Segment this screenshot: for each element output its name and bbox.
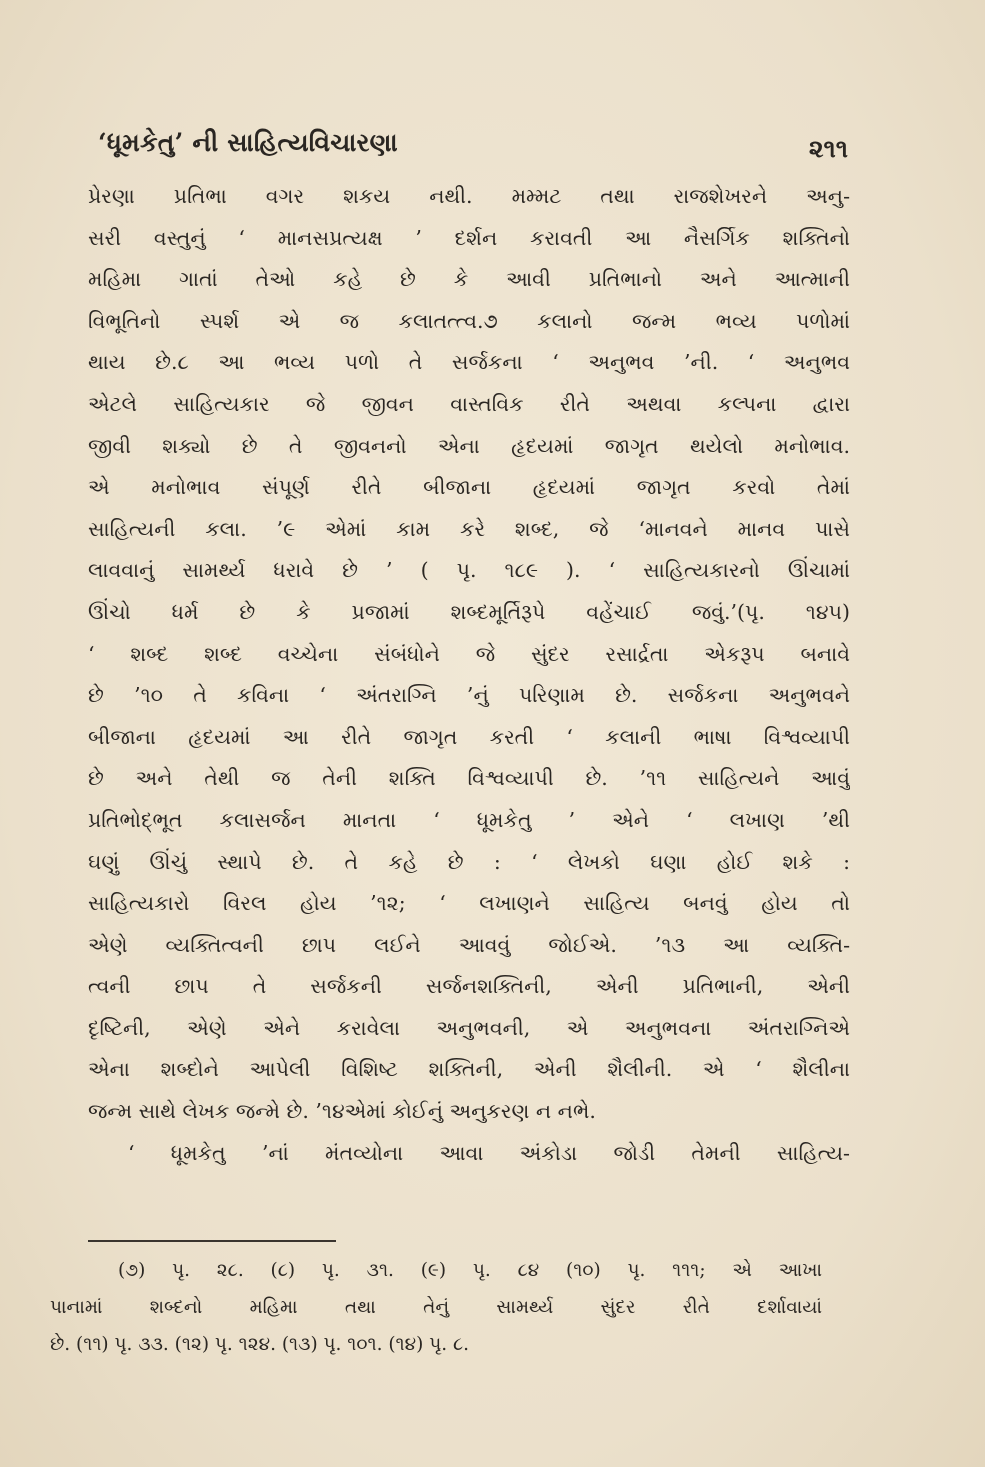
body-line: જીવી શક્યો છે તે જીવનનો એના હૃદયમાં જાગૃત થયેલો મનોભાવ. <box>88 433 850 458</box>
body-line: સરી વસ્તુનું ‘ માનસપ્રત્યક્ષ ’ દર્શન કરાવતી આ નૈસર્ગિક શક્તિનો <box>88 225 850 250</box>
body-line: લાવવાનું સામર્થ્ય ધરાવે છે ’ ( પૃ. ૧૮૯ ). ‘ સાહિત્યકારનો ઊંચામાં <box>88 558 850 583</box>
body-line: જન્મ સાથે લેખક જન્મે છે. ’૧૪એમાં કોઈનું અનુકરણ ન નભે. <box>88 1099 596 1124</box>
body-text <box>88 176 850 1174</box>
body-line: થાય છે.૮ આ ભવ્ય પળો તે સર્જકના ‘ અનુભવ ’ની. ‘ અનુભવ <box>88 350 850 375</box>
page-number: ૨૧૧ <box>808 134 848 163</box>
footnote-line: (૭) પૃ. ૨૮. (૮) પૃ. ૩૧. (૯) પૃ. ૮૪ (૧૦) પૃ. ૧૧૧; એ આખા <box>118 1260 822 1281</box>
body-line: મહિમા ગાતાં તેઓ કહે છે કે આવી પ્રતિભાનો અને આત્માની <box>88 267 850 292</box>
body-line: વિભૂતિનો સ્પર્શ એ જ કલાતત્ત્વ.૭ કલાનો જન્મ ભવ્ય પળોમાં <box>88 308 850 333</box>
running-title: ‘ધૂમકેતુ’ ની સાહિત્યવિચારણા <box>98 128 398 157</box>
body-line: ઘણું ઊંચું સ્થાપે છે. તે કહે છે : ‘ લેખકો ઘણા હોઈ શકે : <box>88 849 850 874</box>
page-header <box>98 128 848 174</box>
footnote-line: પાનામાં શબ્દનો મહિમા તથા તેનું સામર્થ્ય સુંદર રીતે દર્શાવાયાં <box>50 1297 822 1318</box>
body-line: છે અને તેથી જ તેની શક્તિ વિશ્વવ્યાપી છે. ’૧૧ સાહિત્યને આવું <box>88 766 850 791</box>
body-line: દૃષ્ટિની, એણે એને કરાવેલા અનુભવની, એ અનુભવના અંતરાગ્નિએ <box>88 1015 850 1040</box>
body-line: એના શબ્દોને આપેલી વિશિષ્ટ શક્તિની, એની શૈલીની. એ ‘ શૈલીના <box>88 1057 850 1082</box>
body-line: સાહિત્યની કલા. ’૯ એમાં કામ કરે શબ્દ, જે ‘માનવને માનવ પાસે <box>88 516 850 541</box>
body-line: પ્રતિભોદ્ભૂત કલાસર્જન માનતા ‘ ધૂમકેતુ ’ એને ‘ લખાણ ’થી <box>88 807 850 832</box>
body-line: બીજાના હૃદયમાં આ રીતે જાગૃત કરતી ‘ કલાની ભાષા વિશ્વવ્યાપી <box>88 724 850 749</box>
body-line: એણે વ્યક્તિત્વની છાપ લઈને આવવું જોઈએ. ’૧૩ આ વ્યક્તિ- <box>88 932 850 957</box>
body-line: પ્રેરણા પ્રતિભા વગર શકય નથી. મમ્મટ તથા રાજશેખરને અનુ- <box>88 184 850 208</box>
footnote-line: છે. (૧૧) પૃ. ૩૩. (૧૨) પૃ. ૧૨૪. (૧૩) પૃ. ૧૦૧. (૧૪) પૃ. ૮. <box>50 1334 470 1355</box>
body-line: છે ’૧૦ તે કવિના ‘ અંતરાગ્નિ ’નું પરિણામ છે. સર્જકના અનુભવને <box>88 683 850 708</box>
footnotes <box>50 1252 822 1363</box>
body-line: ‘ શબ્દ શબ્દ વચ્ચેના સંબંધોને જે સુંદર રસાર્દ્રતા એકરૂપ બનાવે <box>88 641 850 666</box>
body-line: સાહિત્યકારો વિરલ હોય ’૧૨; ‘ લખાણને સાહિત્ય બનવું હોય તો <box>88 891 850 916</box>
footnote-rule <box>88 1240 336 1242</box>
body-line: એ મનોભાવ સંપૂર્ણ રીતે બીજાના હૃદયમાં જાગૃત કરવો તેમાં <box>88 475 850 500</box>
body-line: ‘ ધૂમકેતુ ’નાં મંતવ્યોના આવા અંકોડા જોડી તેમની સાહિત્ય- <box>128 1140 850 1165</box>
body-line: એટલે સાહિત્યકાર જે જીવન વાસ્તવિક રીતે અથવા કલ્પના દ્વારા <box>88 391 850 416</box>
body-line: ત્વની છાપ તે સર્જકની સર્જનશક્તિની, એની પ્રતિભાની, એની <box>88 974 850 999</box>
body-line: ઊંચો ધર્મ છે કે પ્રજામાં શબ્દમૂર્તિરૂપે વહેંચાઈ જવું.’(પૃ. ૧૪૫) <box>88 599 850 624</box>
